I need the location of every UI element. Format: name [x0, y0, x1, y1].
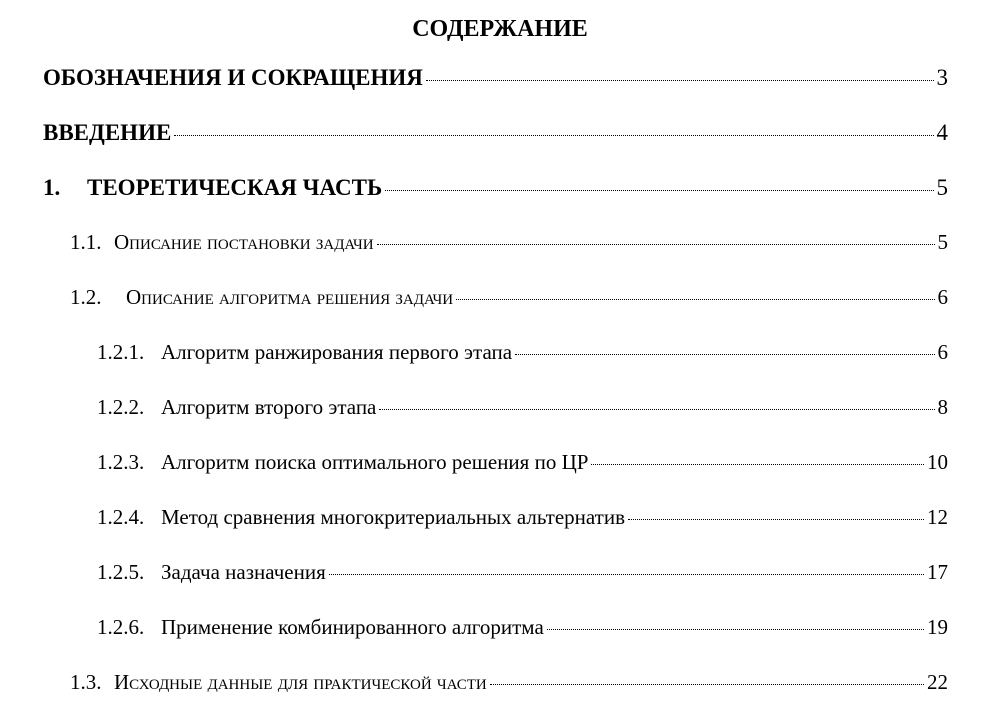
dot-leader	[515, 354, 934, 355]
toc-entry-text: Исходные данные для практической части	[114, 670, 487, 694]
toc-entry-text: ТЕОРЕТИЧЕСКАЯ ЧАСТЬ	[87, 175, 383, 200]
dot-leader	[547, 629, 924, 630]
toc-page-number: 6	[937, 340, 948, 364]
toc-entry-text-group	[97, 395, 376, 420]
toc-entry-text: Алгоритм ранжирования первого этапа	[161, 340, 513, 364]
toc-entry-text: ВВЕДЕНИЕ	[43, 120, 172, 145]
dot-leader	[591, 464, 924, 465]
toc-page-number: 12	[927, 505, 948, 529]
toc-page-number: 10	[927, 450, 948, 474]
toc-page-number: 5	[936, 175, 948, 200]
dot-leader	[174, 135, 933, 136]
toc-page-number: 3	[936, 65, 948, 90]
toc-entry-text-group	[97, 615, 544, 640]
toc-entry-text-group	[97, 340, 512, 365]
toc-entry-text: Описание постановки задачи	[114, 230, 374, 254]
toc-entry-text: Алгоритм поиска оптимального решения по ЦР	[161, 450, 589, 474]
toc-entry-second-stage[interactable]	[97, 395, 948, 435]
toc-entry-text-group	[70, 285, 453, 310]
toc-entry-text: Алгоритм второго этапа	[161, 395, 377, 419]
toc-entry-number: 1.2.1.	[97, 340, 145, 364]
toc-page-number: 4	[936, 120, 948, 145]
toc-entry-text-group	[70, 230, 374, 255]
toc-entry-text: Описание алгоритма решения задачи	[126, 285, 454, 309]
toc-entry-problem-statement[interactable]	[70, 230, 948, 270]
toc-entry-multicriteria-method[interactable]	[97, 505, 948, 545]
toc-entry-number: 1.2.4.	[97, 505, 145, 529]
toc-entry-ranking-algorithm[interactable]	[97, 340, 948, 380]
toc-entry-number: 1.1.	[70, 230, 102, 254]
toc-entry-number: 1.2.6.	[97, 615, 145, 639]
toc-page-number: 17	[927, 560, 948, 584]
toc-entry-number: 1.	[43, 175, 61, 200]
toc-page-number: 6	[937, 285, 948, 309]
toc-entry-number: 1.3.	[70, 670, 102, 694]
toc-page-number: 8	[937, 395, 948, 419]
toc-entry-introduction[interactable]	[43, 120, 948, 160]
dot-leader	[456, 299, 934, 300]
toc-entry-number: 1.2.5.	[97, 560, 145, 584]
toc-entry-text: ОБОЗНАЧЕНИЯ И СОКРАЩЕНИЯ	[43, 65, 423, 90]
dot-leader	[490, 684, 924, 685]
toc-page-number: 5	[937, 230, 948, 254]
toc-page-number: 19	[927, 615, 948, 639]
toc-entry-text: Задача назначения	[161, 560, 326, 584]
toc-entry-optimal-search[interactable]	[97, 450, 948, 490]
dot-leader	[385, 190, 933, 191]
toc-entry-number: 1.2.	[70, 285, 102, 309]
toc-entry-combined-algorithm[interactable]	[97, 615, 948, 655]
dot-leader	[329, 574, 924, 575]
toc-entry-assignment-problem[interactable]	[97, 560, 948, 600]
toc-entry-theoretical-part[interactable]	[43, 175, 948, 215]
toc-entry-designations[interactable]	[43, 65, 948, 105]
toc-entry-text-group	[97, 450, 588, 475]
toc-entry-text-group	[97, 505, 625, 530]
toc-entry-text-group	[70, 670, 487, 695]
dot-leader	[426, 80, 934, 81]
toc-entry-number: 1.2.2.	[97, 395, 145, 419]
toc-entry-number: 1.2.3.	[97, 450, 145, 474]
toc-page-number: 22	[927, 670, 948, 694]
toc-entry-algorithm-description[interactable]	[70, 285, 948, 325]
toc-entry-text-group	[43, 175, 382, 201]
toc-title: СОДЕРЖАНИЕ	[412, 16, 588, 42]
toc-entry-text-group	[97, 560, 326, 585]
dot-leader	[628, 519, 924, 520]
dot-leader	[379, 409, 934, 410]
toc-entry-initial-data[interactable]	[70, 670, 948, 710]
dot-leader	[377, 244, 935, 245]
toc-entry-text: Метод сравнения многокритериальных альтернатив	[161, 505, 626, 529]
toc-entry-text: Применение комбинированного алгоритма	[161, 615, 544, 639]
